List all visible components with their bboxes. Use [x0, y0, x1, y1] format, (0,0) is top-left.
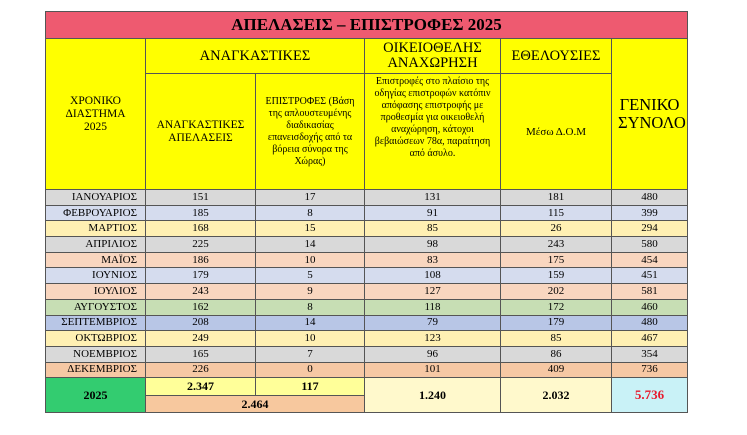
header-voluntary-departure-desc: [365, 74, 501, 190]
table-row: [46, 331, 688, 347]
grand-total-cell: 580: [612, 237, 688, 253]
month-cell: ΑΥΓΟΥΣΤΟΣ: [46, 299, 146, 315]
forced-returns-cell: 15: [256, 221, 365, 237]
voluntary-departure-cell: 96: [365, 346, 501, 362]
forced-deportations-cell: 162: [146, 299, 256, 315]
table-row: [46, 221, 688, 237]
grand-total-cell: 480: [612, 315, 688, 331]
month-cell: ΣΕΠΤΕΜΒΡΙΟΣ: [46, 315, 146, 331]
table-row: [46, 299, 688, 315]
table-row: [46, 315, 688, 331]
voluntary-departure-cell: 91: [365, 205, 501, 221]
table-row: [46, 252, 688, 268]
voluntary-departure-cell: 131: [365, 190, 501, 206]
forced-returns-cell: 10: [256, 331, 365, 347]
forced-returns-cell: 8: [256, 299, 365, 315]
table-row: [46, 205, 688, 221]
total-voluntary-departure: 1.240: [365, 378, 501, 413]
voluntary-cell: 86: [501, 346, 612, 362]
forced-deportations-cell: 186: [146, 252, 256, 268]
voluntary-departure-cell: 83: [365, 252, 501, 268]
total-grand: 5.736: [612, 378, 688, 413]
voluntary-departure-cell: 108: [365, 268, 501, 284]
table-row: [46, 237, 688, 253]
grand-total-cell: 480: [612, 190, 688, 206]
voluntary-cell: 26: [501, 221, 612, 237]
voluntary-departure-cell: 79: [365, 315, 501, 331]
header-voluntary-departure: ΟΙΚΕΙΟΘΕΛΗΣ ΑΝΑΧΩΡΗΣΗ: [365, 39, 501, 74]
data-rows: [46, 190, 688, 378]
forced-returns-cell: 9: [256, 284, 365, 300]
total-forced-returns: 117: [256, 378, 365, 396]
month-cell: ΝΟΕΜΒΡΙΟΣ: [46, 346, 146, 362]
header-forced-deportations-label: ΑΝΑΓΚΑΣΤΙΚΕΣ ΑΠΕΛΑΣΕΙΣ: [156, 118, 245, 144]
voluntary-cell: 175: [501, 252, 612, 268]
table-title: ΑΠΕΛΑΣΕΙΣ – ΕΠΙΣΤΡΟΦΕΣ 2025: [46, 12, 688, 39]
header-forced-deportations: [146, 74, 256, 190]
voluntary-cell: 202: [501, 284, 612, 300]
header-voluntary-departure-desc-label: Επιστροφές στο πλαίσιο της οδηγίας επιστροφών κατόπιν απόφασης επιστροφής με προθεσμία για οικειοθελή αναχώρηση, κάτοχοι βεβαιώσεων 78α, παραίτηση από άσυλο.: [374, 76, 491, 159]
table-row: [46, 346, 688, 362]
total-year: 2025: [46, 378, 146, 413]
forced-returns-cell: 17: [256, 190, 365, 206]
table-row: [46, 268, 688, 284]
forced-deportations-cell: 226: [146, 362, 256, 378]
month-cell: ΙΟΥΛΙΟΣ: [46, 284, 146, 300]
grand-total-cell: 354: [612, 346, 688, 362]
grand-total-cell: 736: [612, 362, 688, 378]
voluntary-cell: 179: [501, 315, 612, 331]
header-voluntary: ΕΘΕΛΟΥΣΙΕΣ: [501, 39, 612, 74]
voluntary-cell: 85: [501, 331, 612, 347]
voluntary-cell: 172: [501, 299, 612, 315]
month-cell: ΙΟΥΝΙΟΣ: [46, 268, 146, 284]
forced-returns-cell: 7: [256, 346, 365, 362]
forced-deportations-cell: 165: [146, 346, 256, 362]
voluntary-departure-cell: 98: [365, 237, 501, 253]
table-row: [46, 362, 688, 378]
voluntary-departure-cell: 101: [365, 362, 501, 378]
forced-returns-cell: 0: [256, 362, 365, 378]
month-cell: ΜΑΡΤΙΟΣ: [46, 221, 146, 237]
voluntary-cell: 243: [501, 237, 612, 253]
month-cell: ΜΑΪΟΣ: [46, 252, 146, 268]
table-row: [46, 284, 688, 300]
forced-deportations-cell: 208: [146, 315, 256, 331]
forced-returns-cell: 5: [256, 268, 365, 284]
voluntary-departure-cell: 85: [365, 221, 501, 237]
month-cell: ΟΚΤΩΒΡΙΟΣ: [46, 331, 146, 347]
grand-total-cell: 451: [612, 268, 688, 284]
deportations-table-container: [45, 11, 687, 413]
forced-deportations-cell: 179: [146, 268, 256, 284]
grand-total-cell: 294: [612, 221, 688, 237]
voluntary-departure-cell: 118: [365, 299, 501, 315]
header-forced-returns-label: ΕΠΙΣΤΡΟΦΕΣ (Βάση της απλουστευμένης διαδικασίας επανεισδοχής από τα βόρεια σύνορα της Χώρας): [265, 95, 355, 167]
forced-returns-cell: 14: [256, 237, 365, 253]
total-voluntary: 2.032: [501, 378, 612, 413]
table-row: [46, 190, 688, 206]
forced-deportations-cell: 151: [146, 190, 256, 206]
forced-deportations-cell: 249: [146, 331, 256, 347]
forced-deportations-cell: 225: [146, 237, 256, 253]
header-grand-total-label: ΓΕΝΙΚΟ ΣΥΝΟΛΟ: [618, 95, 686, 132]
deportations-table: [45, 11, 688, 413]
forced-deportations-cell: 168: [146, 221, 256, 237]
voluntary-cell: 159: [501, 268, 612, 284]
forced-deportations-cell: 243: [146, 284, 256, 300]
month-cell: ΔΕΚΕΜΒΡΙΟΣ: [46, 362, 146, 378]
header-grand-total: [612, 39, 688, 190]
header-period: [46, 39, 146, 190]
voluntary-departure-cell: 123: [365, 331, 501, 347]
total-forced-sum: 2.464: [146, 395, 365, 413]
month-cell: ΦΕΒΡΟΥΑΡΙΟΣ: [46, 205, 146, 221]
header-period-label: ΧΡΟΝΙΚΟ ΔΙΑΣΤΗΜΑ 2025: [65, 94, 126, 133]
month-cell: ΙΑΝΟΥΑΡΙΟΣ: [46, 190, 146, 206]
grand-total-cell: 399: [612, 205, 688, 221]
voluntary-cell: 409: [501, 362, 612, 378]
header-voluntary-desc: Μέσω Δ.Ο.Μ: [501, 74, 612, 190]
grand-total-cell: 454: [612, 252, 688, 268]
month-cell: ΑΠΡΙΛΙΟΣ: [46, 237, 146, 253]
voluntary-cell: 181: [501, 190, 612, 206]
forced-returns-cell: 10: [256, 252, 365, 268]
grand-total-cell: 467: [612, 331, 688, 347]
grand-total-cell: 460: [612, 299, 688, 315]
grand-total-cell: 581: [612, 284, 688, 300]
voluntary-cell: 115: [501, 205, 612, 221]
voluntary-departure-cell: 127: [365, 284, 501, 300]
header-forced: ΑΝΑΓΚΑΣΤΙΚΕΣ: [146, 39, 365, 74]
forced-deportations-cell: 185: [146, 205, 256, 221]
forced-returns-cell: 14: [256, 315, 365, 331]
header-forced-returns: [256, 74, 365, 190]
total-forced-deportations: 2.347: [146, 378, 256, 396]
forced-returns-cell: 8: [256, 205, 365, 221]
